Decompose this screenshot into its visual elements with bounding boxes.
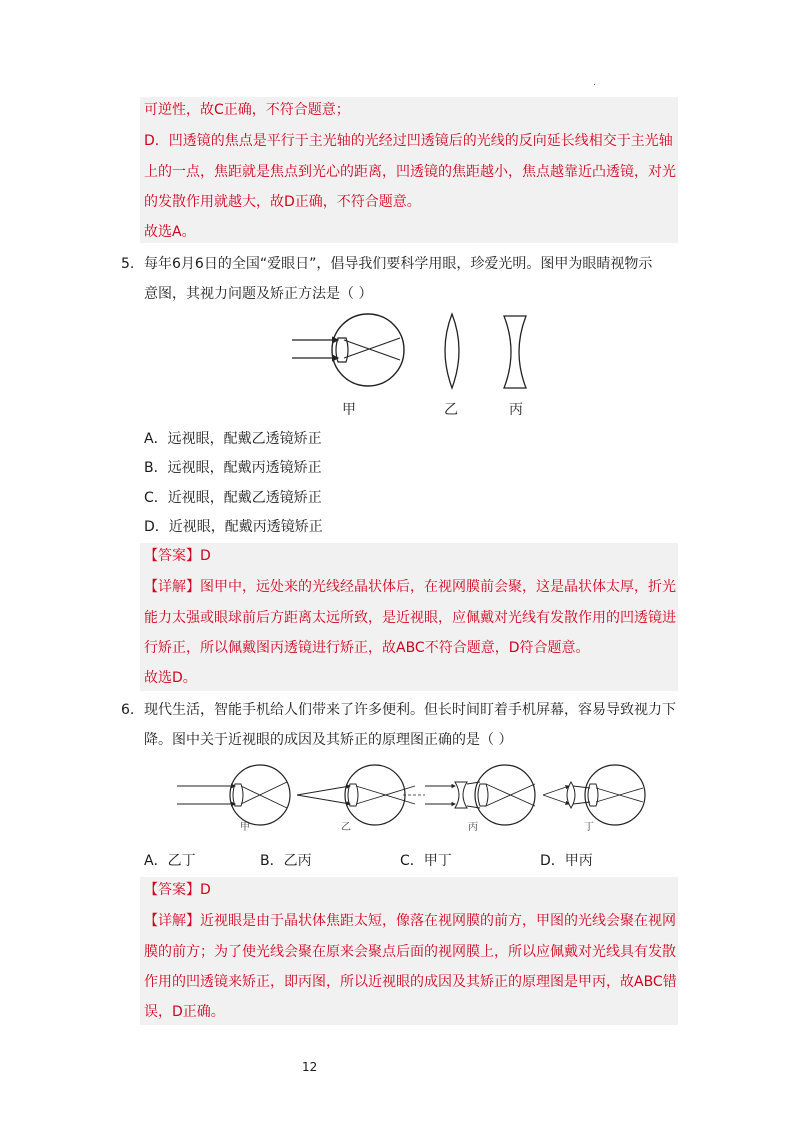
question-5-figure [290, 312, 540, 392]
question-6-answer: 【答案】D [144, 882, 211, 898]
question-6-stem: 现代生活，智能手机给人们带来了许多便利。但长时间盯着手机屏幕，容易导致视力下 [144, 702, 676, 718]
question-6-detail-line: 误，D正确。 [144, 1004, 225, 1020]
question-5-stem: 每年6月6日的全国“爱眼日”，倡导我们要科学用眼，珍爱光明。图甲为眼睛视物示 [144, 256, 653, 272]
question-5-option-a[interactable]: A．远视眼，配戴乙透镜矫正 [144, 431, 322, 447]
question-5-detail-line: 【详解】图甲中，远处来的光线经晶状体后，在视网膜前会聚，这是晶状体太厚，折光 [144, 579, 676, 595]
question-5-stem: 意图，其视力问题及矫正方法是（ ） [144, 286, 373, 302]
page-number: 12 [302, 1060, 318, 1074]
question-5-number: 5. [121, 256, 135, 272]
question-5-option-b[interactable]: B．远视眼，配戴丙透镜矫正 [144, 460, 322, 476]
prev-explanation-line: 故选A。 [144, 224, 196, 240]
question-6-option-c[interactable]: C．甲丁 [400, 853, 452, 869]
question-6-detail-line: 膜的前方；为了使光线会聚在原来会聚点后面的视网膜上，所以应佩戴对光线具有发散 [144, 944, 676, 960]
concave-lens-bing [504, 316, 526, 388]
question-5-option-c[interactable]: C．近视眼，配戴乙透镜矫正 [144, 490, 322, 506]
question-6-detail-line: 作用的凹透镜来矫正，即丙图，所以近视眼的成因及其矫正的原理图是甲丙，故ABC错 [144, 974, 677, 990]
question-5-option-d[interactable]: D．近视眼，配戴丙透镜矫正 [144, 519, 323, 535]
question-6-option-d[interactable]: D．甲丙 [540, 853, 593, 869]
question-5-answer: 【答案】D [144, 548, 211, 564]
prev-explanation-line: 的发散作用就越大，故D正确，不符合题意。 [144, 194, 421, 210]
eye-diagram-jia [292, 314, 404, 386]
prev-explanation-line: 上的一点，焦距就是焦点到光心的距离，凹透镜的焦距越小，焦点越靠近凸透镜，对光 [144, 164, 676, 180]
header-dot: · [593, 80, 597, 91]
figure-label-jia: 甲 [240, 822, 250, 833]
eye-diagram-yi [297, 765, 425, 825]
figure-label-bing: 丙 [468, 822, 478, 833]
convex-lens-yi [445, 314, 459, 388]
figure-label-ding: 丁 [584, 822, 594, 833]
question-5-detail-line: 故选D。 [144, 670, 197, 686]
figure-label-jia: 甲 [342, 402, 356, 418]
figure-label-bing: 丙 [509, 402, 523, 418]
prev-explanation-line: D．凹透镜的焦点是平行于主光轴的光经过凹透镜后的光线的反向延长线相交于主光轴 [144, 133, 673, 149]
question-6-option-b[interactable]: B．乙丙 [260, 853, 312, 869]
question-6-option-a[interactable]: A．乙丁 [144, 853, 196, 869]
question-6-number: 6. [121, 702, 135, 718]
question-6-stem: 降。图中关于近视眼的成因及其矫正的原理图正确的是（ ） [144, 732, 513, 748]
eye-diagram-ding [543, 765, 645, 825]
prev-explanation-line: 可逆性，故C正确，不符合题意； [144, 102, 350, 118]
eye-diagram-bing [425, 765, 535, 825]
figure-label-yi: 乙 [444, 402, 458, 418]
question-5-detail-line: 能力太强或眼球前后方距离太远所致，是近视眼，应佩戴对光线有发散作用的凹透镜进 [144, 610, 676, 626]
question-5-detail-line: 行矫正，所以佩戴图丙透镜进行矫正，故ABC不符合题意，D符合题意。 [144, 640, 590, 656]
question-6-detail-line: 【详解】近视眼是由于晶状体焦距太短，像落在视网膜的前方，甲图的光线会聚在视网 [144, 913, 676, 929]
figure-label-yi: 乙 [341, 822, 351, 833]
eye-diagram-jia [177, 765, 290, 825]
